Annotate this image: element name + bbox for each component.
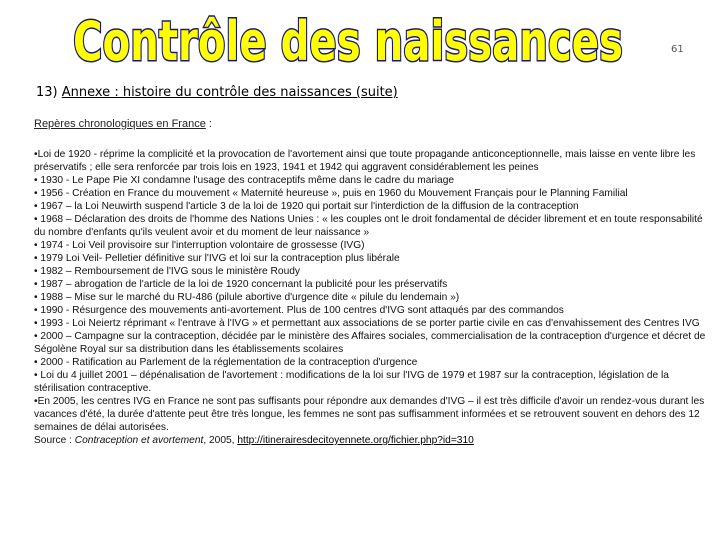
chronology-item: • 1974 - Loi Veil provisoire sur l'interruption volontaire de grossesse (IVG) [34,240,365,251]
source-prefix: Source : [34,435,75,446]
chronology-item: •En 2005, les centres IVG en France ne sont pas suffisants pour répondre aux demandes d'IVG – il est très difficile d'avoir un rendez-vous durant les vacances d'été, la durée d'attente peut être très longue, les femmes ne sont pas suffisamment informées et se retrouvent souvent en dehors des 12 semaines de délai autorisées. [34,396,705,433]
chronology-item: • 1988 – Mise sur le marché du RU-486 (pilule abortive d'urgence dite « pilule du lendemain ») [34,292,460,303]
source-work: Contraception et avortement [74,435,204,446]
section-heading-suffix: : [205,118,212,130]
chronology-item: • Loi du 4 juillet 2001 – dépénalisation de l'avortement : modifications de la loi sur l'IVG de 1979 et 1987 sur la contraception, législation de la stérilisation contraceptive. [34,370,669,394]
source-link[interactable]: http://itinerairesdecitoyennete.org/fichier.php?id=310 [237,435,474,446]
subtitle-text: Annexe : histoire du contrôle des naissances (suite) [61,85,398,100]
title-wordart [0,4,720,70]
chronology-item: • 1968 – Déclaration des droits de l'homme des Nations Unies : « les couples ont le droit fondamental de décider librement et en toute responsabilité du nombre d'enfants qu'ils veulent avoir et du moment de leur naissance » [34,214,703,238]
chronology-item: •Loi de 1920 - réprime la complicité et la provocation de l'avortement ainsi que toute propagande anticonceptionnelle, mais laisse en vente libre les préservatifs ; elle sera renforcée par trois lois en 1923, 1941 et 1942 qui aggravent considérablement les peines [34,149,696,173]
chronology-item: • 1930 - Le Pape Pie XI condamne l'usage des contraceptifs même dans le cadre du mariage [34,175,455,186]
chronology-item: • 2000 - Ratification au Parlement de la réglementation de la contraception d'urgence [34,357,418,368]
chronology-item: • 1982 – Remboursement de l'IVG sous le ministère Roudy [34,266,300,277]
chronology-item: • 1993 - Loi Neiertz réprimant « l'entrave à l'IVG » et permettant aux associations de se porter partie civile en cas d'envahissement des Centres IVG [34,318,700,329]
slide-subtitle [36,85,398,100]
chronology-item: • 2000 – Campagne sur la contraception, décidée par le ministère des Affaires sociales, commercialisation de la contraception d'urgence et décret de Ségolène Royal sur sa distribution dans les établissements scolaires [34,331,706,355]
chronology-item: • 1979 Loi Veil- Pelletier définitive sur l'IVG et loi sur la contraception plus libérale [34,253,400,264]
chronology-item: • 1956 - Création en France du mouvement « Maternité heureuse », puis en 1960 du Mouvement Français pour le Planning Familial [34,188,628,199]
chronology-item: • 1987 – abrogation de l'article de la loi de 1920 concernant la publicité pour les préservatifs [34,279,448,290]
section-heading-label: Repères chronologiques en France [34,118,206,130]
chronology-item: • 1967 – la Loi Neuwirth suspend l'article 3 de la loi de 1920 qui portait sur l'interdiction de la diffusion de la contraception [34,201,579,212]
source-year: , 2005, [203,435,238,446]
subtitle-prefix: 13) [36,85,62,100]
section-heading [34,118,212,130]
title-banner [0,4,720,70]
page-title: Contrôle des naissances [73,10,623,70]
source-citation [34,434,706,447]
chronology-item: • 1990 - Résurgence des mouvements anti-avortement. Plus de 100 centres d'IVG sont attaqués par des commandos [34,305,564,316]
page-number: 61 [671,44,684,55]
chronology-list [34,148,706,447]
